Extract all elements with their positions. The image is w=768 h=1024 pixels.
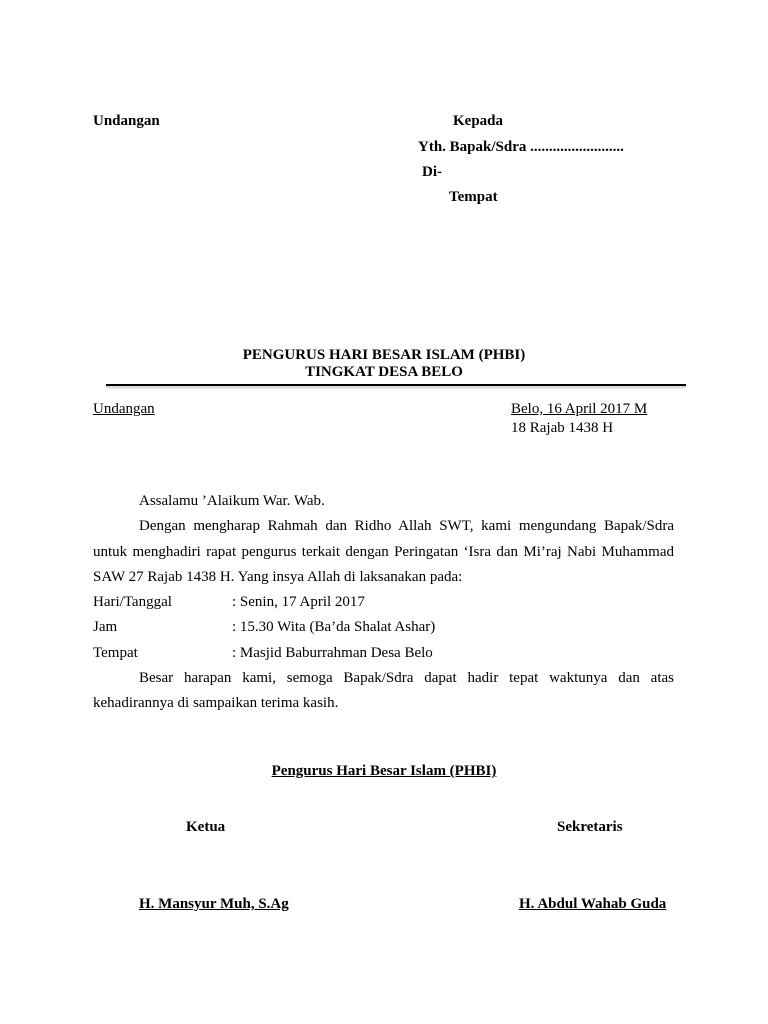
chairman-role: Ketua bbox=[186, 819, 226, 835]
detail-row-date bbox=[93, 590, 674, 615]
detail-row-place bbox=[93, 641, 674, 666]
signature-org-name: Pengurus Hari Besar Islam (PHBI) bbox=[271, 763, 497, 779]
date-hijri: 18 Rajab 1438 H bbox=[511, 420, 614, 436]
detail-value: : Senin, 17 April 2017 bbox=[232, 594, 365, 611]
header-undangan-label: Undangan bbox=[93, 113, 160, 129]
detail-value: : 15.30 Wita (Ba’da Shalat Ashar) bbox=[232, 619, 436, 636]
letter-body bbox=[93, 489, 674, 717]
date-masehi: Belo, 16 April 2017 M bbox=[511, 401, 648, 417]
secretary-role: Sekretaris bbox=[557, 819, 623, 835]
invitation-paragraph: Dengan mengharap Rahmah dan Ridho Allah SWT, kami mengundang Bapak/Sdra untuk menghadiri rapat pengurus terkait dengan Peringatan ‘Isra dan Mi’raj Nabi Muhammad SAW 27 Rajab 1438 H. Yang insya Allah di laksanakan pada: bbox=[93, 518, 674, 585]
tempat-label: Tempat bbox=[449, 189, 498, 205]
chairman-name: H. Mansyur Muh, S.Ag bbox=[139, 896, 289, 912]
detail-row-time bbox=[93, 615, 674, 640]
org-heading-line1: PENGURUS HARI BESAR ISLAM (PHBI) bbox=[242, 347, 526, 363]
kepada-label: Kepada bbox=[453, 113, 504, 129]
subject-label: Undangan bbox=[93, 401, 155, 417]
detail-label: Hari/Tanggal bbox=[93, 594, 172, 611]
addressee-line: Yth. Bapak/Sdra ......................... bbox=[418, 139, 624, 155]
detail-label: Tempat bbox=[93, 644, 138, 661]
greeting: Assalamu ’Alaikum War. Wab. bbox=[139, 493, 325, 509]
org-heading bbox=[0, 347, 768, 381]
detail-value: : Masjid Baburrahman Desa Belo bbox=[232, 644, 433, 661]
heading-divider bbox=[106, 384, 686, 386]
detail-label: Jam bbox=[93, 619, 118, 636]
di-label: Di- bbox=[422, 164, 442, 180]
secretary-name: H. Abdul Wahab Guda bbox=[519, 896, 667, 912]
closing-paragraph: Besar harapan kami, semoga Bapak/Sdra dapat hadir tepat waktunya dan atas kehadirannya di sampaikan terima kasih. bbox=[93, 670, 674, 712]
org-heading-line2: TINGKAT DESA BELO bbox=[305, 364, 463, 380]
